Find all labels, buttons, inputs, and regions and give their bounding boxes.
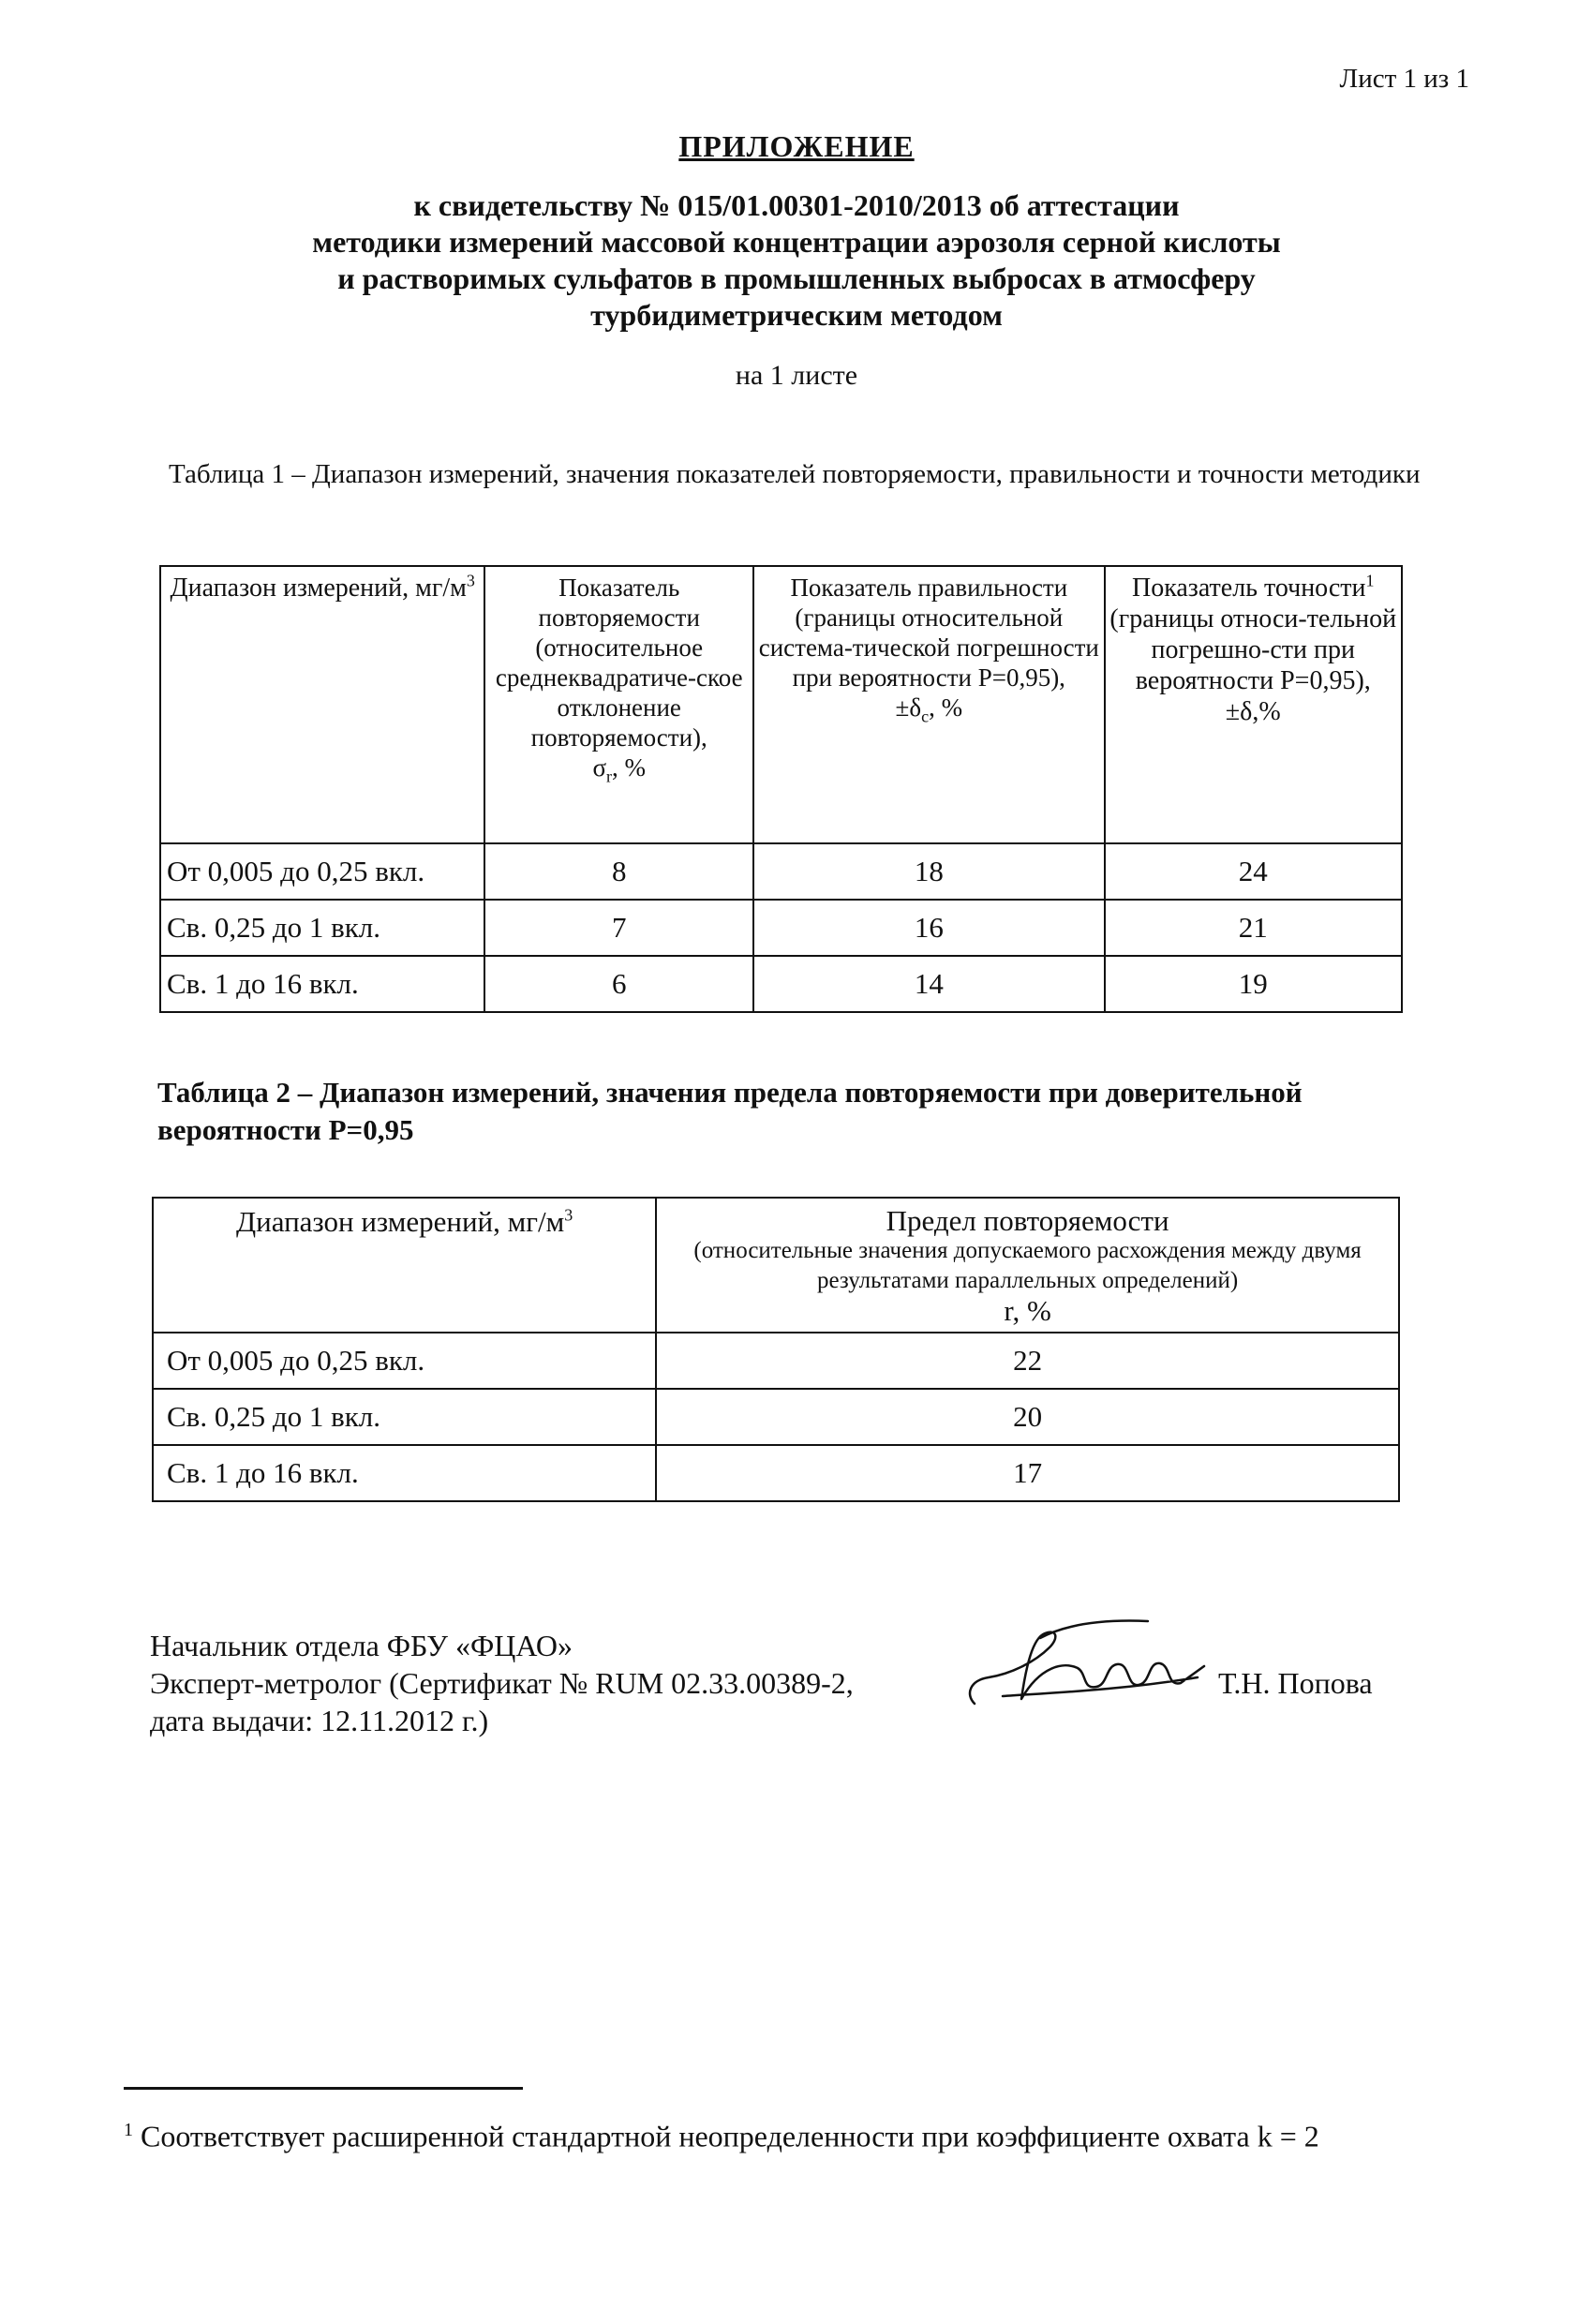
header-unit: , % [612,753,647,782]
table1-caption: Таблица 1 – Диапазон измерений, значения показателей повторяемости, правильности и точности методики [169,459,1421,489]
certificate-date: дата выдачи: 12.11.2012 г.) [150,1704,489,1737]
table-row [153,1389,1399,1445]
table1-header-accuracy [1105,566,1403,843]
table-cell-range: Св. 1 до 16 вкл. [160,956,484,1012]
footnote-ref: 1 [1365,571,1375,590]
table-cell-range: Св. 1 до 16 вкл. [153,1445,656,1501]
header-text: Показатель правильности (границы относительной система-тической погрешности при вероятности Р=0,95), [758,574,1099,692]
table1-header-trueness [753,566,1104,843]
table2-header-range [153,1198,656,1333]
header-text: Показатель повторяемости (относительное среднеквадратиче-ское отклонение повторяемости), [495,574,743,752]
sigma-symbol: σ [592,753,607,782]
table1-header-range [160,566,484,843]
table-cell: 21 [1105,900,1403,956]
footnote-divider [124,2087,523,2090]
table-cell: 14 [753,956,1104,1012]
header-unit: r, % [1004,1294,1051,1327]
signer-name: Т.Н. Попова [1218,1666,1373,1700]
subtitle-line: турбидиметрическим методом [590,298,1003,332]
table-row [160,956,1402,1012]
table-cell: 20 [656,1389,1399,1445]
table-row [153,1445,1399,1501]
page-title: ПРИЛОЖЕНИЕ [678,129,915,163]
footnote-text: Соответствует расширенной стандартной неопределенности при коэффициенте охвата k = 2 [141,2119,1319,2153]
superscript: 3 [564,1205,573,1225]
table2 [152,1197,1400,1502]
subtitle-line: методики измерений массовой концентрации аэрозоля серной кислоты [312,225,1281,259]
table2-header-row [153,1198,1399,1333]
delta-symbol: ±δ [895,693,922,722]
table-cell: 7 [484,900,753,956]
page-subtitle [234,187,1359,334]
subscript: r [606,767,613,786]
header-title: Предел повторяемости [886,1204,1169,1237]
table-cell: 24 [1105,843,1403,900]
table1-header-row [160,566,1402,843]
table-cell-range: От 0,005 до 0,25 вкл. [160,843,484,900]
table-row [160,843,1402,900]
signature-block [150,1627,854,1739]
table-row [160,900,1402,956]
table2-header-limit [656,1198,1399,1333]
subtitle-line: и растворимых сульфатов в промышленных выбросах в атмосферу [337,261,1256,295]
table1-header-repeatability [484,566,753,843]
table-cell-range: Св. 0,25 до 1 вкл. [153,1389,656,1445]
subtitle-line: к свидетельству № 015/01.00301-2010/2013 об аттестации [413,188,1180,222]
table-cell: 19 [1105,956,1403,1012]
table-cell: 6 [484,956,753,1012]
signer-certificate: Эксперт-метролог (Сертификат № RUM 02.33.00389-2, [150,1666,854,1700]
subscript: c [921,707,930,726]
header-desc: (относительные значения допускаемого расхождения между двумя результатами параллельных определений) [693,1238,1362,1293]
sheet-count-note: на 1 листе [735,360,858,391]
header-text: Диапазон измерений, мг/м [170,574,467,603]
superscript: 3 [466,571,475,590]
table-cell: 18 [753,843,1104,900]
footnote-mark: 1 [124,2120,133,2140]
signer-position: Начальник отдела ФБУ «ФЦАО» [150,1629,573,1662]
footnote [124,2108,1342,2158]
header-text: (границы относи-тельной погрешно-сти при вероятности Р=0,95), ±δ,% [1109,604,1397,726]
table-cell: 22 [656,1333,1399,1389]
table-cell-range: Св. 0,25 до 1 вкл. [160,900,484,956]
header-text: Диапазон измерений, мг/м [236,1205,565,1238]
table-cell-range: От 0,005 до 0,25 вкл. [153,1333,656,1389]
handwritten-signature [946,1610,1209,1732]
table-cell: 16 [753,900,1104,956]
table1 [159,565,1403,1013]
table-cell: 8 [484,843,753,900]
header-text: Показатель точности [1131,574,1366,603]
table-row [153,1333,1399,1389]
table2-caption: Таблица 2 – Диапазон измерений, значения предела повторяемости при доверительной вероятности Р=0,95 [157,1076,1303,1146]
sheet-number: Лист 1 из 1 [1339,64,1469,94]
table-cell: 17 [656,1445,1399,1501]
header-unit: , % [929,693,963,722]
